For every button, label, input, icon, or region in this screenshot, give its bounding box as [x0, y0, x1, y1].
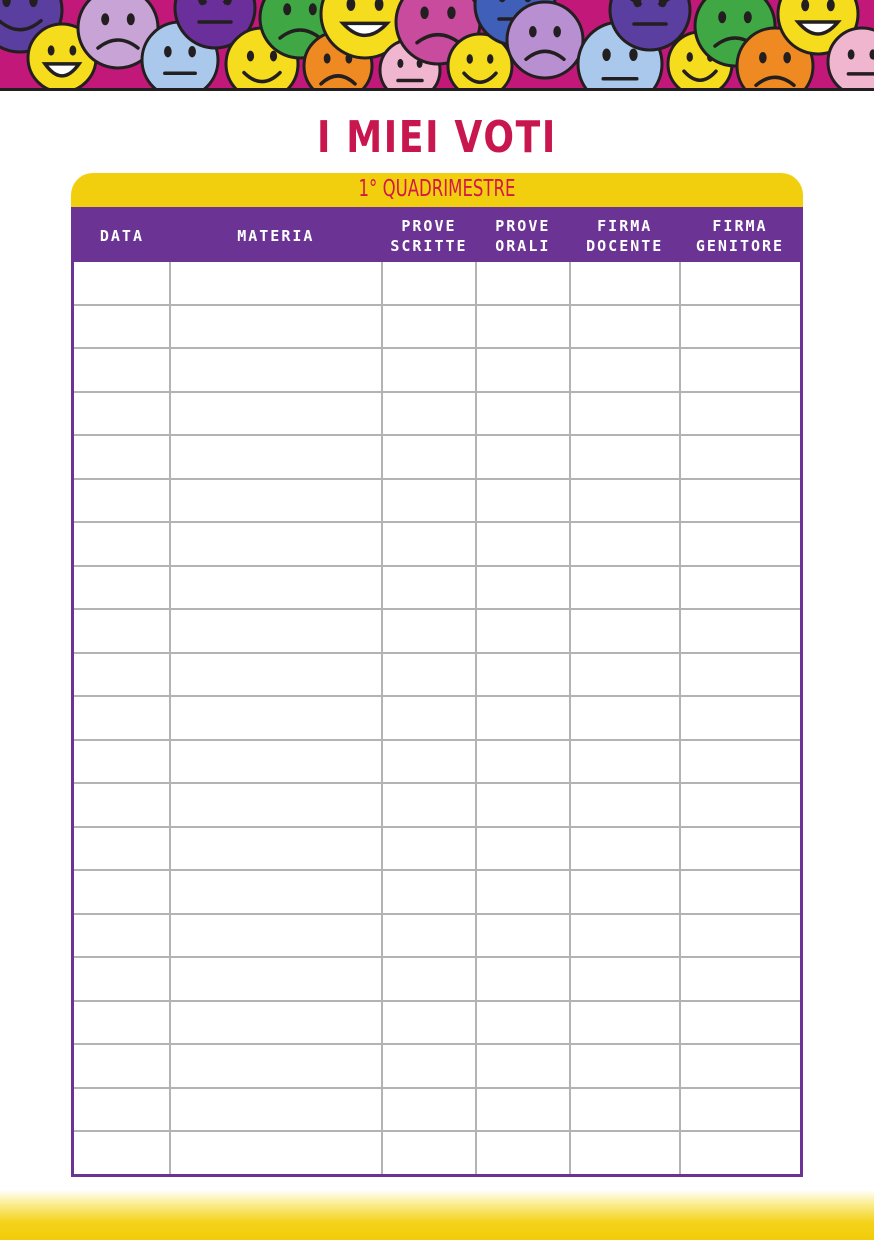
- cell-firma-docente[interactable]: [570, 653, 680, 697]
- table-row: [73, 827, 802, 871]
- cell-firma-docente[interactable]: [570, 1044, 680, 1088]
- cell-firma-genitore[interactable]: [680, 740, 802, 784]
- cell-data[interactable]: [73, 696, 170, 740]
- cell-prove-scritte[interactable]: [382, 262, 476, 305]
- cell-data[interactable]: [73, 783, 170, 827]
- cell-prove-orali[interactable]: [476, 1044, 569, 1088]
- grades-table: [71, 207, 803, 1177]
- cell-materia[interactable]: [170, 348, 382, 392]
- cell-data[interactable]: [73, 1131, 170, 1175]
- cell-prove-scritte[interactable]: [382, 1044, 476, 1088]
- cell-firma-genitore[interactable]: [680, 1131, 802, 1175]
- cell-data[interactable]: [73, 1088, 170, 1132]
- table-row: [73, 435, 802, 479]
- cell-materia[interactable]: [170, 1001, 382, 1045]
- table-row: [73, 609, 802, 653]
- cell-data[interactable]: [73, 348, 170, 392]
- cell-data[interactable]: [73, 305, 170, 349]
- cell-firma-genitore[interactable]: [680, 870, 802, 914]
- table-row: [73, 740, 802, 784]
- column-header-materia: MATERIA: [170, 209, 382, 263]
- cell-firma-docente[interactable]: [570, 696, 680, 740]
- cell-materia[interactable]: [170, 870, 382, 914]
- cell-firma-genitore[interactable]: [680, 783, 802, 827]
- table-row: [73, 262, 802, 305]
- cell-prove-orali[interactable]: [476, 435, 569, 479]
- cell-data[interactable]: [73, 609, 170, 653]
- cell-prove-scritte[interactable]: [382, 522, 476, 566]
- cell-firma-genitore[interactable]: [680, 609, 802, 653]
- table-row: [73, 957, 802, 1001]
- banner-divider: [0, 88, 874, 91]
- cell-data[interactable]: [73, 262, 170, 305]
- cell-prove-scritte[interactable]: [382, 870, 476, 914]
- cell-materia[interactable]: [170, 522, 382, 566]
- cell-prove-scritte[interactable]: [382, 1131, 476, 1175]
- cell-materia[interactable]: [170, 740, 382, 784]
- table-row: [73, 348, 802, 392]
- cell-firma-genitore[interactable]: [680, 827, 802, 871]
- cell-data[interactable]: [73, 740, 170, 784]
- cell-prove-orali[interactable]: [476, 479, 569, 523]
- cell-prove-scritte[interactable]: [382, 783, 476, 827]
- table-row: [73, 653, 802, 697]
- cell-prove-orali[interactable]: [476, 305, 569, 349]
- emoji-face-icon: [507, 2, 583, 78]
- cell-firma-genitore[interactable]: [680, 522, 802, 566]
- cell-firma-genitore[interactable]: [680, 566, 802, 610]
- cell-firma-docente[interactable]: [570, 392, 680, 436]
- cell-firma-docente[interactable]: [570, 1001, 680, 1045]
- cell-prove-scritte[interactable]: [382, 609, 476, 653]
- cell-prove-scritte[interactable]: [382, 914, 476, 958]
- cell-materia[interactable]: [170, 1088, 382, 1132]
- cell-materia[interactable]: [170, 914, 382, 958]
- column-header-firma-genitore: FIRMA GENITORE: [680, 209, 802, 263]
- cell-prove-orali[interactable]: [476, 262, 569, 305]
- cell-prove-scritte[interactable]: [382, 435, 476, 479]
- cell-firma-genitore[interactable]: [680, 914, 802, 958]
- page-title: I MIEI VOTI: [316, 112, 557, 163]
- cell-prove-scritte[interactable]: [382, 957, 476, 1001]
- cell-materia[interactable]: [170, 1131, 382, 1175]
- cell-prove-scritte[interactable]: [382, 566, 476, 610]
- cell-prove-scritte[interactable]: [382, 348, 476, 392]
- cell-firma-docente[interactable]: [570, 479, 680, 523]
- cell-firma-docente[interactable]: [570, 827, 680, 871]
- cell-firma-genitore[interactable]: [680, 262, 802, 305]
- table-row: [73, 696, 802, 740]
- cell-firma-docente[interactable]: [570, 262, 680, 305]
- cell-materia[interactable]: [170, 566, 382, 610]
- cell-firma-genitore[interactable]: [680, 653, 802, 697]
- cell-prove-orali[interactable]: [476, 566, 569, 610]
- cell-prove-scritte[interactable]: [382, 1088, 476, 1132]
- table-row: [73, 479, 802, 523]
- cell-materia[interactable]: [170, 653, 382, 697]
- cell-prove-orali[interactable]: [476, 783, 569, 827]
- emoji-banner: [0, 0, 874, 90]
- cell-prove-scritte[interactable]: [382, 305, 476, 349]
- cell-firma-genitore[interactable]: [680, 305, 802, 349]
- table-row: [73, 1088, 802, 1132]
- cell-data[interactable]: [73, 1001, 170, 1045]
- cell-materia[interactable]: [170, 1044, 382, 1088]
- table-row: [73, 870, 802, 914]
- cell-prove-orali[interactable]: [476, 1131, 569, 1175]
- cell-materia[interactable]: [170, 696, 382, 740]
- cell-firma-genitore[interactable]: [680, 957, 802, 1001]
- cell-prove-orali[interactable]: [476, 522, 569, 566]
- cell-firma-genitore[interactable]: [680, 1001, 802, 1045]
- cell-materia[interactable]: [170, 305, 382, 349]
- cell-data[interactable]: [73, 914, 170, 958]
- cell-data[interactable]: [73, 653, 170, 697]
- table-header-row: [73, 209, 802, 263]
- table-row: [73, 1044, 802, 1088]
- cell-prove-orali[interactable]: [476, 1088, 569, 1132]
- cell-materia[interactable]: [170, 262, 382, 305]
- cell-prove-orali[interactable]: [476, 609, 569, 653]
- cell-firma-genitore[interactable]: [680, 1044, 802, 1088]
- cell-firma-docente[interactable]: [570, 783, 680, 827]
- cell-prove-orali[interactable]: [476, 348, 569, 392]
- cell-firma-docente[interactable]: [570, 914, 680, 958]
- cell-prove-orali[interactable]: [476, 392, 569, 436]
- cell-prove-orali[interactable]: [476, 653, 569, 697]
- cell-materia[interactable]: [170, 783, 382, 827]
- cell-prove-scritte[interactable]: [382, 1001, 476, 1045]
- table-row: [73, 522, 802, 566]
- cell-data[interactable]: [73, 566, 170, 610]
- cell-prove-scritte[interactable]: [382, 827, 476, 871]
- cell-firma-docente[interactable]: [570, 435, 680, 479]
- cell-data[interactable]: [73, 1044, 170, 1088]
- cell-firma-genitore[interactable]: [680, 479, 802, 523]
- cell-firma-docente[interactable]: [570, 870, 680, 914]
- emoji-faces-illustration: [0, 0, 874, 90]
- cell-prove-orali[interactable]: [476, 740, 569, 784]
- cell-prove-orali[interactable]: [476, 914, 569, 958]
- cell-firma-docente[interactable]: [570, 348, 680, 392]
- cell-materia[interactable]: [170, 827, 382, 871]
- table-row: [73, 783, 802, 827]
- cell-prove-scritte[interactable]: [382, 392, 476, 436]
- cell-prove-scritte[interactable]: [382, 653, 476, 697]
- cell-firma-docente[interactable]: [570, 1131, 680, 1175]
- semester-label: 1° QUADRIMESTRE: [358, 176, 516, 202]
- cell-prove-scritte[interactable]: [382, 479, 476, 523]
- column-header-prove-orali: PROVE ORALI: [476, 209, 569, 263]
- column-header-data: DATA: [73, 209, 170, 263]
- column-header-prove-scritte: PROVE SCRITTE: [382, 209, 476, 263]
- table-row: [73, 392, 802, 436]
- semester-tab: [71, 173, 803, 209]
- cell-materia[interactable]: [170, 479, 382, 523]
- cell-materia[interactable]: [170, 392, 382, 436]
- cell-prove-scritte[interactable]: [382, 696, 476, 740]
- cell-prove-orali[interactable]: [476, 870, 569, 914]
- cell-firma-genitore[interactable]: [680, 435, 802, 479]
- cell-firma-docente[interactable]: [570, 957, 680, 1001]
- cell-materia[interactable]: [170, 435, 382, 479]
- table-row: [73, 914, 802, 958]
- cell-data[interactable]: [73, 827, 170, 871]
- table-row: [73, 305, 802, 349]
- cell-data[interactable]: [73, 870, 170, 914]
- cell-firma-docente[interactable]: [570, 566, 680, 610]
- footer-bar: [0, 1190, 874, 1240]
- cell-prove-orali[interactable]: [476, 957, 569, 1001]
- table-row: [73, 1131, 802, 1175]
- cell-firma-docente[interactable]: [570, 305, 680, 349]
- cell-data[interactable]: [73, 957, 170, 1001]
- cell-prove-orali[interactable]: [476, 696, 569, 740]
- cell-firma-genitore[interactable]: [680, 1088, 802, 1132]
- cell-firma-genitore[interactable]: [680, 392, 802, 436]
- cell-firma-genitore[interactable]: [680, 696, 802, 740]
- cell-prove-orali[interactable]: [476, 1001, 569, 1045]
- cell-data[interactable]: [73, 479, 170, 523]
- table-row: [73, 566, 802, 610]
- table-row: [73, 1001, 802, 1045]
- cell-data[interactable]: [73, 435, 170, 479]
- cell-firma-docente[interactable]: [570, 522, 680, 566]
- column-header-firma-docente: FIRMA DOCENTE: [570, 209, 680, 263]
- cell-prove-scritte[interactable]: [382, 740, 476, 784]
- cell-firma-docente[interactable]: [570, 609, 680, 653]
- cell-prove-orali[interactable]: [476, 827, 569, 871]
- cell-data[interactable]: [73, 392, 170, 436]
- cell-firma-genitore[interactable]: [680, 348, 802, 392]
- cell-materia[interactable]: [170, 957, 382, 1001]
- cell-materia[interactable]: [170, 609, 382, 653]
- cell-firma-docente[interactable]: [570, 740, 680, 784]
- cell-data[interactable]: [73, 522, 170, 566]
- cell-firma-docente[interactable]: [570, 1088, 680, 1132]
